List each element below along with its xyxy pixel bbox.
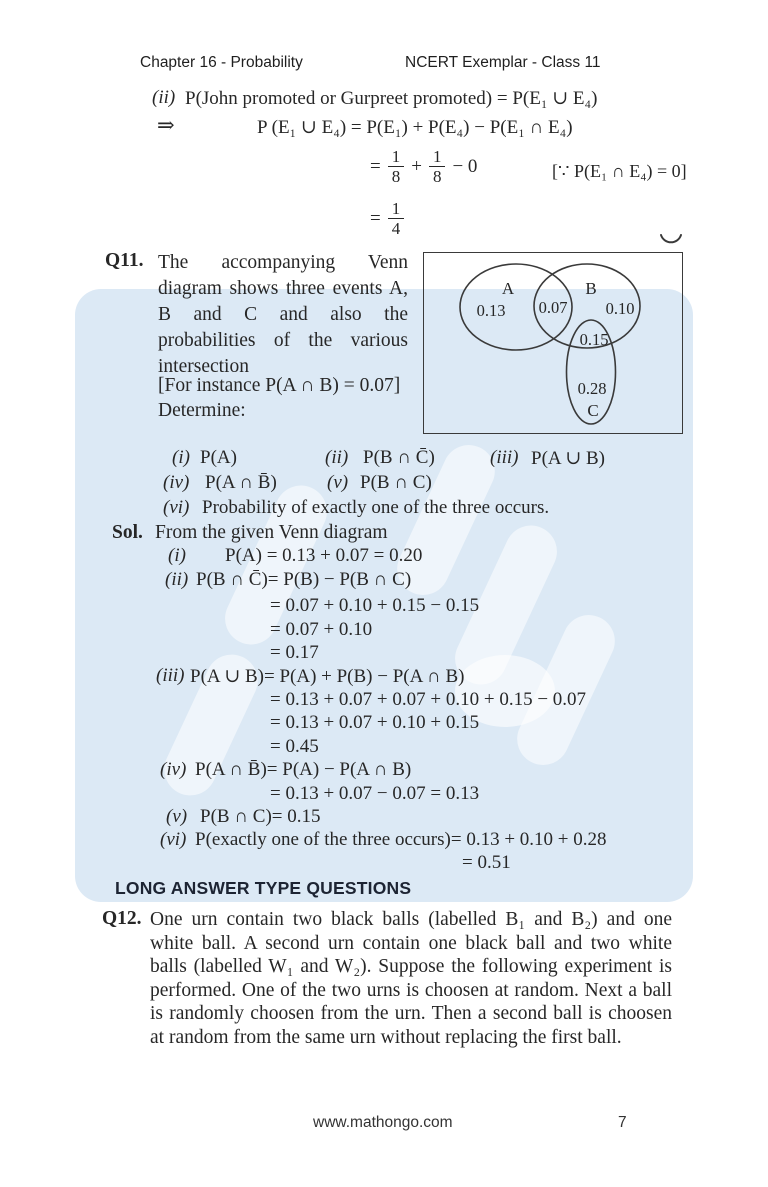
fraction-one-eighth <box>388 147 405 186</box>
union-equation: P (E₁ ∪ E₄) = P(E₁) + P(E₄) − P(E₁ ∩ E₄) <box>257 117 573 138</box>
cup-mark-icon <box>658 232 684 247</box>
fraction-numerator: 1 <box>391 199 401 218</box>
item-text: P(A ∪ B) <box>531 448 605 469</box>
sol-line-text: = 0.07 + 0.10 + 0.15 − 0.15 <box>270 595 480 616</box>
venn-label-b: B <box>585 279 597 298</box>
item-label: (iv) <box>163 472 190 493</box>
venn-value-b-and-c: 0.15 <box>579 330 609 349</box>
venn-diagram <box>423 252 683 434</box>
question-11-note: [For instance P(A ∩ B) = 0.07] <box>158 375 401 396</box>
venn-label-c: C <box>587 401 599 420</box>
implies-arrow: ⇒ <box>157 113 175 137</box>
sol-line-text: = 0.17 <box>270 642 319 663</box>
sol-line-text: P(A ∩ B̄)= P(A) − P(A ∩ B) <box>195 759 412 780</box>
fraction-one-eighth <box>429 147 446 186</box>
item-label: (v) <box>327 472 349 493</box>
venn-value-b-only: 0.10 <box>605 299 635 318</box>
item-label: (vi) <box>163 497 190 518</box>
item-label: (i) <box>172 447 190 468</box>
sol-line-text: = 0.07 + 0.10 <box>270 619 373 640</box>
sol-line-text: = 0.13 + 0.07 + 0.10 + 0.15 <box>270 712 480 733</box>
item-text: P(A) <box>200 447 237 468</box>
item-label: (ii) <box>325 447 349 468</box>
section-heading: LONG ANSWER TYPE QUESTIONS <box>115 878 412 898</box>
page-number: 7 <box>618 1114 627 1131</box>
footer-site: www.mathongo.com <box>313 1114 453 1131</box>
fraction-one-fourth <box>388 199 405 238</box>
venn-value-a-only: 0.13 <box>476 301 506 320</box>
fraction-denominator: 8 <box>429 166 446 186</box>
question-12-number: Q12. <box>102 908 142 929</box>
venn-label-a: A <box>501 279 515 298</box>
question-12-text: One urn contain two black balls (labelled B₁ and B₂) and one white ball. A second urn contain one black ball and two white balls (labelled W₁ and W₂). Suppose the following experiment is performed. One of the two urns is choosen at random. Next a ball is randomly choosen from the urn. Then a second ball is choosen at random from the same urn without replacing the first ball. <box>150 909 672 1048</box>
equals-sign: = <box>370 155 381 177</box>
sol-line-label: (v) <box>166 806 188 827</box>
venn-value-c-only: 0.28 <box>577 379 607 398</box>
solution-intro: From the given Venn diagram <box>155 522 388 543</box>
fraction-denominator: 4 <box>388 218 405 238</box>
sol-line-text: = 0.51 <box>462 852 511 873</box>
item-text: Probability of exactly one of the three occurs. <box>202 497 550 518</box>
sol-line-label: (ii) <box>165 569 189 590</box>
sol-line-text: P(exactly one of the three occurs)= 0.13 + 0.10 + 0.28 <box>195 829 607 850</box>
venn-value-a-and-b: 0.07 <box>538 298 568 317</box>
sol-line-text: = 0.13 + 0.07 + 0.07 + 0.10 + 0.15 − 0.07 <box>270 689 587 710</box>
because-note: [∵ P(E₁ ∩ E₄) = 0] <box>552 161 687 181</box>
question-11-number: Q11. <box>105 250 144 271</box>
sol-line-text: = 0.45 <box>270 736 319 757</box>
question-11-determine: Determine: <box>158 400 246 421</box>
sol-line-label: (iii) <box>156 665 185 686</box>
sol-line-text: P(A ∪ B)= P(A) + P(B) − P(A ∩ B) <box>190 666 465 687</box>
sol-line-label: (iv) <box>160 759 187 780</box>
book-title: NCERT Exemplar - Class 11 <box>405 54 601 71</box>
solution-label: Sol. <box>112 522 143 543</box>
item-text: P(B ∩ C̄) <box>363 447 435 468</box>
question-11-text: The accompanying Venn diagram shows three events A, B and C and also the probabilities of the various intersection <box>158 252 408 377</box>
item-label: (iii) <box>490 447 519 468</box>
sol-line-text: P(A) = 0.13 + 0.07 = 0.20 <box>225 545 423 566</box>
equals-sign: = <box>370 207 381 229</box>
sol-line-label: (i) <box>168 545 186 566</box>
fraction-numerator: 1 <box>432 147 442 166</box>
result-row <box>370 199 404 238</box>
sol-line-label: (vi) <box>160 829 187 850</box>
item-ii-label: (ii) <box>152 87 176 108</box>
fraction-numerator: 1 <box>391 147 401 166</box>
fraction-denominator: 8 <box>388 166 405 186</box>
sol-line-text: P(B ∩ C̄)= P(B) − P(B ∩ C) <box>196 569 412 590</box>
item-text: P(B ∩ C) <box>360 472 432 493</box>
sol-line-text: = 0.13 + 0.07 − 0.07 = 0.13 <box>270 783 480 804</box>
venn-shapes <box>424 253 682 433</box>
minus-zero: − 0 <box>452 155 478 177</box>
item-text: P(A ∩ B̄) <box>205 472 277 493</box>
plus-sign: + <box>411 155 422 177</box>
sol-line-text: P(B ∩ C)= 0.15 <box>200 806 321 827</box>
fraction-equation-row <box>370 147 477 186</box>
intro-line: P(John promoted or Gurpreet promoted) = P(E₁ ∪ E₄) <box>185 88 598 109</box>
chapter-title: Chapter 16 - Probability <box>140 54 303 71</box>
